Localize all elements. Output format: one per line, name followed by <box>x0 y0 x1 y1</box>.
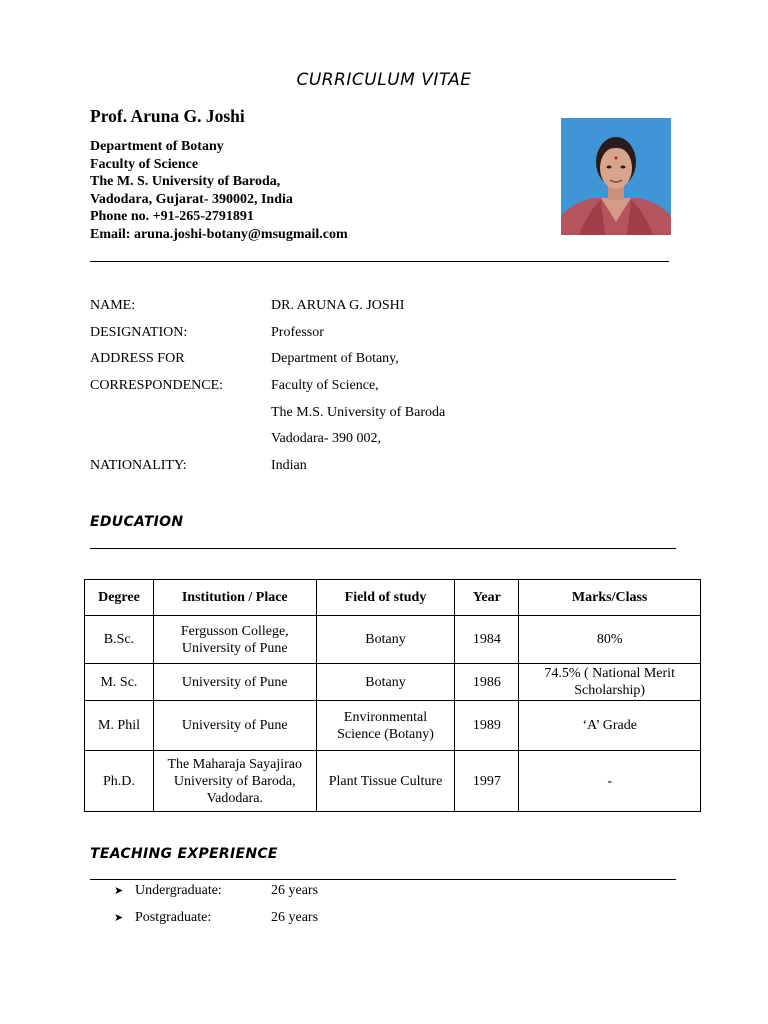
header-divider <box>90 261 669 262</box>
teaching-value: 26 years <box>271 910 319 925</box>
cell-institution: University of Pune <box>153 701 316 751</box>
cell-degree: M. Sc. <box>85 664 154 701</box>
cell-year: 1986 <box>455 664 519 701</box>
personal-label: NAME: <box>90 298 136 313</box>
teaching-heading: TEACHING EXPERIENCE <box>90 846 278 862</box>
cell-marks: ‘A’ Grade <box>519 701 701 751</box>
personal-value: Professor <box>271 324 324 340</box>
personal-value: Faculty of Science, <box>271 378 379 394</box>
personal-value: DR. ARUNA G. JOSHI <box>271 298 405 313</box>
education-heading: EDUCATION <box>90 514 184 530</box>
column-header-degree: Degree <box>85 580 154 616</box>
table-row <box>85 751 701 812</box>
arrow-bullet-icon: ➤ <box>114 884 124 897</box>
cell-year: 1989 <box>455 701 519 751</box>
table-row <box>85 664 701 701</box>
contact-university: The M. S. University of Baroda, <box>90 174 281 190</box>
profile-photo <box>561 118 671 235</box>
cell-degree: M. Phil <box>85 701 154 751</box>
personal-value: Vadodara- 390 002, <box>271 431 382 447</box>
cell-field: Botany <box>316 616 455 664</box>
column-header-institution: Institution / Place <box>153 580 316 616</box>
education-table <box>84 579 701 812</box>
arrow-bullet-icon: ➤ <box>114 911 124 924</box>
cell-year: 1997 <box>455 751 519 812</box>
personal-value: The M.S. University of Baroda <box>271 404 446 420</box>
person-name-heading: Prof. Aruna G. Joshi <box>90 106 245 126</box>
cell-institution: University of Pune <box>153 664 316 701</box>
teaching-label: Postgraduate: <box>135 910 212 925</box>
cell-field: Plant Tissue Culture <box>316 751 455 812</box>
education-divider <box>90 548 676 549</box>
contact-city: Vadodara, Gujarat- 390002, India <box>90 191 293 207</box>
table-row <box>85 701 701 751</box>
table-row <box>85 616 701 664</box>
document-title: CURRICULUM VITAE <box>296 70 472 90</box>
personal-label: NATIONALITY: <box>90 458 187 474</box>
education-header-row <box>85 580 701 616</box>
cell-degree: Ph.D. <box>85 751 154 812</box>
cell-institution: The Maharaja Sayajirao University of Baroda, Vadodara. <box>153 751 316 812</box>
contact-email: Email: aruna.joshi-botany@msugmail.com <box>90 226 348 242</box>
column-header-field: Field of study <box>316 580 455 616</box>
personal-label: DESIGNATION: <box>90 324 188 340</box>
column-header-year: Year <box>455 580 519 616</box>
personal-label: CORRESPONDENCE: <box>90 378 224 394</box>
cell-institution: Fergusson College, University of Pune <box>153 616 316 664</box>
teaching-label: Undergraduate: <box>135 883 222 898</box>
cell-field: Botany <box>316 664 455 701</box>
teaching-value: 26 years <box>271 883 319 898</box>
contact-phone: Phone no. +91-265-2791891 <box>90 209 254 225</box>
cell-marks: 80% <box>519 616 701 664</box>
column-header-marks: Marks/Class <box>519 580 701 616</box>
cell-field: Environmental Science (Botany) <box>316 701 455 751</box>
cell-degree: B.Sc. <box>85 616 154 664</box>
personal-value: Department of Botany, <box>271 351 399 367</box>
teaching-divider <box>90 879 676 880</box>
portrait-image <box>561 118 671 235</box>
cell-year: 1984 <box>455 616 519 664</box>
contact-department: Department of Botany <box>90 139 224 154</box>
contact-faculty: Faculty of Science <box>90 156 199 172</box>
contact-block <box>90 138 348 244</box>
personal-value: Indian <box>271 458 307 474</box>
cell-marks: 74.5% ( National Merit Scholarship) <box>519 664 701 701</box>
personal-label: ADDRESS FOR <box>90 351 185 367</box>
cell-marks: - <box>519 751 701 812</box>
